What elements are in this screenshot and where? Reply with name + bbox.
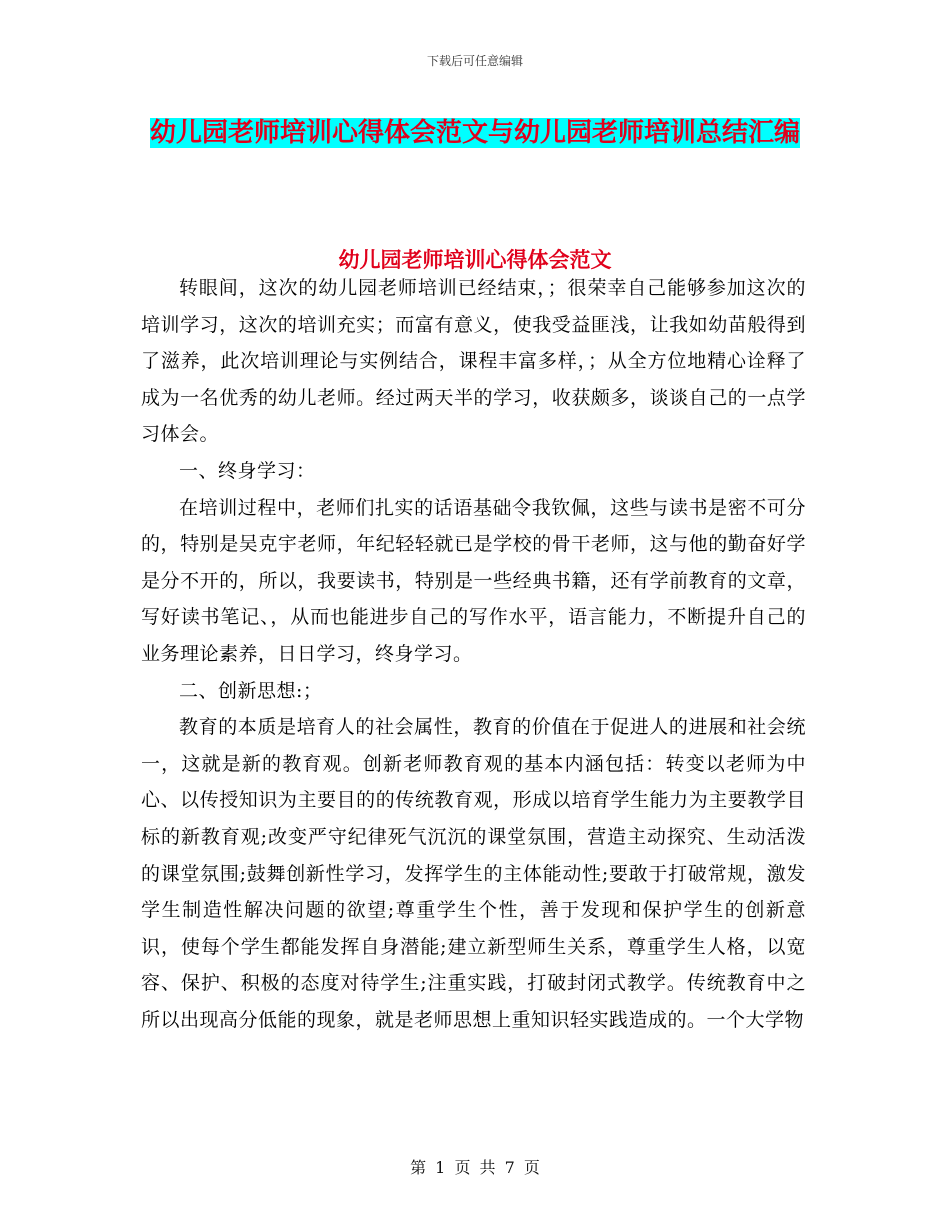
header-note: 下载后可任意编辑 [426,54,523,68]
paragraph: 在培训过程中，老师们扎实的话语基础令我钦佩，这些与读书是密不可分的，特别是吴克宇老师，年纪轻轻就已是学校的骨干老师，这与他的勤奋好学是分不开的，所以，我要读书，特别是一些经典书籍，还有学前教育的文章，写好读书笔记、，从而也能进步自己的写作水平，语言能力，不断提升自己的业务理论素养，日日学习，终身学习。 [141,496,806,665]
paragraph: 教育的本质是培育人的社会属性，教育的价值在于促进人的进展和社会统一，这就是新的教育观。创新老师教育观的基本内涵包括：转变以老师为中心、以传授知识为主要目的的传统教育观，形成以培育学生能力为主要教学目标的新教育观;改变严守纪律死气沉沉的课堂氛围，营造主动探究、生动活泼的课堂氛围;鼓舞创新性学习，发挥学生的主体能动性;要敢于打破常规，激发学生制造性解决问题的欲望;尊重学生个性，善于发现和保护学生的创新意识，使每个学生都能发挥自身潜能;建立新型师生关系，尊重学生人格，以宽容、保护、积极的态度对待学生;注重实践，打破封闭式教学。传统教育中之所以出现高分低能的现象，就是老师思想上重知识轻实践造成的。一个大学物 [141,716,806,1031]
paragraph: 转眼间，这次的幼儿园老师培训已经结束，；很荣幸自己能够参加这次的培训学习，这次的培训充实；而富有意义，使我受益匪浅，让我如幼苗般得到了滋养，此次培训理论与实例结合，课程丰富多样，；从全方位地精心诠释了成为一名优秀的幼儿老师。经过两天半的学习，收获颇多，谈谈自己的一点学习体会。 [141,277,806,446]
document-title [145,110,805,156]
document-title-text: 幼儿园老师培训心得体会范文与幼儿园老师培训总结汇编 [149,118,800,148]
section-heading: 一、终身学习： [179,459,316,482]
page-footer: 第 1 页 共 7 页 [410,1158,540,1177]
document-body [141,270,806,1038]
section-heading: 二、创新思想:； [179,679,323,702]
section-title: 幼儿园老师培训心得体会范文 [338,248,612,272]
